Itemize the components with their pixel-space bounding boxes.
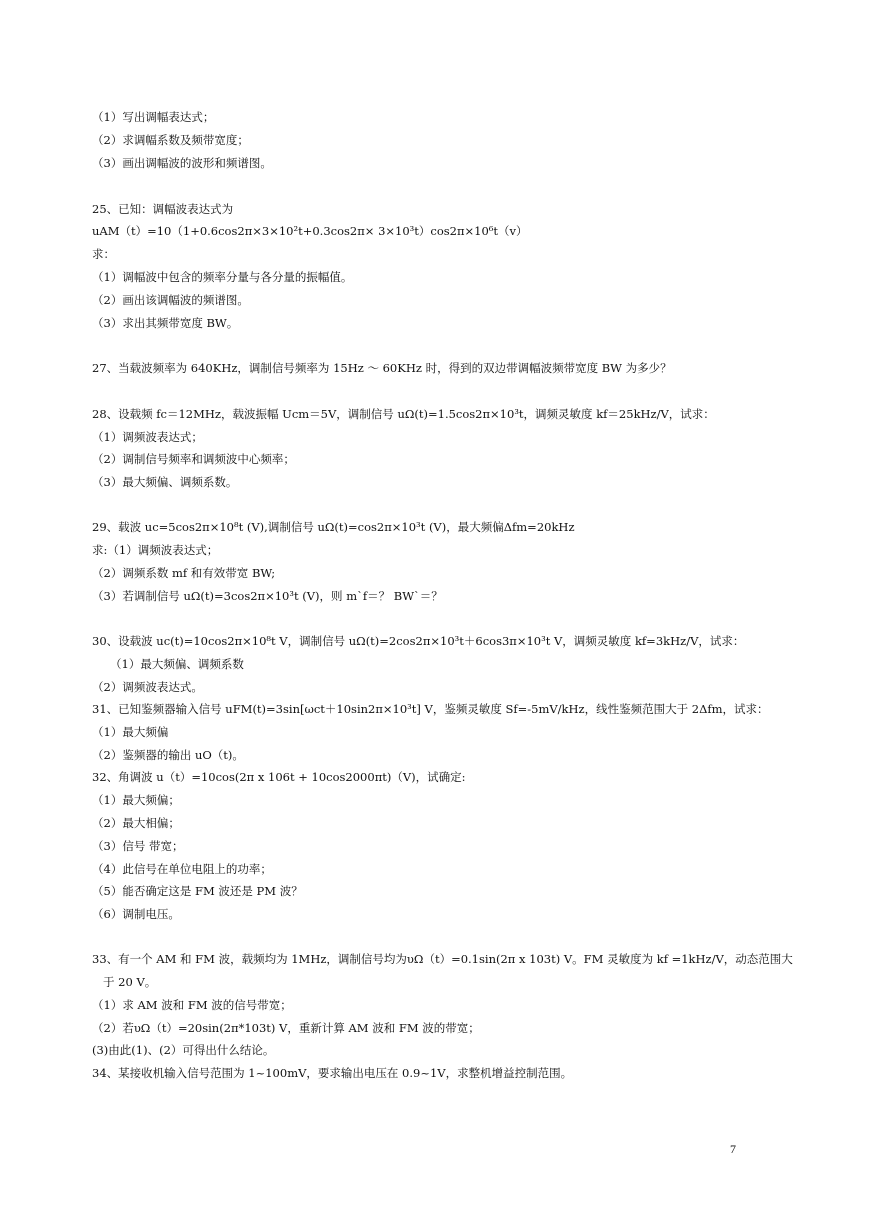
text-line: （1）最大频偏 xyxy=(92,725,169,739)
question-25-heading: 25、已知：调幅波表达式为 xyxy=(92,202,234,216)
text-line: （3）信号 带宽； xyxy=(92,839,184,853)
text-line: 于 20 V。 xyxy=(103,975,157,989)
page-number: 7 xyxy=(730,1142,736,1156)
text-line: （2）调频系数 mf 和有效带宽 BW; xyxy=(92,566,276,580)
text-line: （5）能否确定这是 FM 波还是 PM 波？ xyxy=(92,884,303,898)
text-line: （3）最大频偏、调频系数。 xyxy=(92,475,238,489)
question-28-heading: 28、设载频 fc＝12MHz，载波振幅 Ucm＝5V，调制信号 uΩ(t)=1.5cos2π×10³t，调频灵敏度 kf＝25kHz/V，试求： xyxy=(92,407,715,421)
text-line: （1）调幅波中包含的频率分量与各分量的振幅值。 xyxy=(92,270,353,284)
text-line: （1）求 AM 波和 FM 波的信号带宽； xyxy=(92,998,292,1012)
text-line: （3）求出其频带宽度 BW。 xyxy=(92,316,239,330)
text-line: （2）调频波表达式。 xyxy=(92,680,203,694)
text-line: （3）画出调幅波的波形和频谱图。 xyxy=(92,156,272,170)
text-line: （1）最大频偏； xyxy=(92,793,180,807)
question-34: 34、某接收机输入信号范围为 1~100mV，要求输出电压在 0.9~1V，求整机增益控制范围。 xyxy=(92,1066,573,1080)
question-27: 27、当载波频率为 640KHz，调制信号频率为 15Hz ～ 60KHz 时，得到的双边带调幅波频带宽度 BW 为多少？ xyxy=(92,361,672,375)
text-line: 求： xyxy=(92,247,115,261)
text-line: 求:（1）调频波表达式； xyxy=(92,543,219,557)
question-30-heading: 30、设载波 uc(t)=10cos2π×10⁸t V，调制信号 uΩ(t)=2cos2π×10³t＋6cos3π×10³t V，调频灵敏度 kf=3kHz/V，试求： xyxy=(92,634,745,648)
text-line: （2）求调幅系数及频带宽度； xyxy=(92,133,249,147)
text-line: （2）最大相偏； xyxy=(92,816,180,830)
text-line: （4）此信号在单位电阻上的功率； xyxy=(92,862,272,876)
text-line: （1）调频波表达式； xyxy=(92,430,203,444)
text-line: (3)由此(1)、(2）可得出什么结论。 xyxy=(92,1043,275,1057)
text-line: （1）写出调幅表达式； xyxy=(92,110,215,124)
text-line: （2）调制信号频率和调频波中心频率； xyxy=(92,452,295,466)
text-line: （2）画出该调幅波的频谱图。 xyxy=(92,293,249,307)
question-32-heading: 32、角调波 u（t）=10cos(2π x 106t + 10cos2000πt)（V)，试确定: xyxy=(92,770,466,784)
text-line: uAM（t）=10（1+0.6cos2π×3×10²t+0.3cos2π× 3×10³t）cos2π×10⁶t（v） xyxy=(92,224,528,238)
text-line: （2）鉴频器的输出 uO（t)。 xyxy=(92,748,244,762)
question-29-heading: 29、载波 uc=5cos2π×10⁸t (V),调制信号 uΩ(t)=cos2π×10³t (V)，最大频偏Δfm=20kHz xyxy=(92,520,575,534)
text-line: （6）调制电压。 xyxy=(92,907,180,921)
question-33-heading: 33、有一个 AM 和 FM 波，载频均为 1MHz，调制信号均为υΩ（t）=0.1sin(2π x 103t) V。FM 灵敏度为 kf =1kHz/V，动态范围大 xyxy=(92,952,793,966)
text-line: （1）最大频偏、调频系数 xyxy=(110,657,244,671)
text-line: （2）若υΩ（t）=20sin(2π*103t) V，重新计算 AM 波和 FM 波的带宽； xyxy=(92,1021,480,1035)
text-line: （3）若调制信号 uΩ(t)=3cos2π×10³t (V)，则 m`f＝？ BW`＝？ xyxy=(92,589,443,603)
question-31-heading: 31、已知鉴频器输入信号 uFM(t)=3sin[ωct＋10sin2π×10³t] V，鉴频灵敏度 Sf=-5mV/kHz，线性鉴频范围大于 2Δfm，试求： xyxy=(92,702,769,716)
